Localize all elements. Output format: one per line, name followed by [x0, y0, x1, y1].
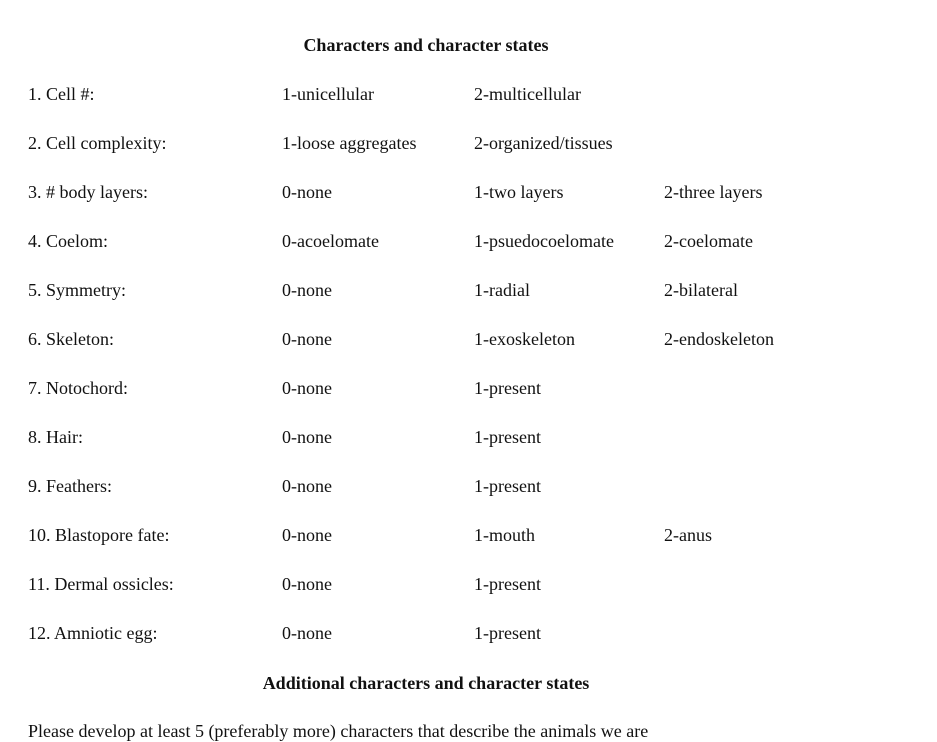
character-row: [0, 622, 937, 644]
additional-section-title: Additional characters and character states: [262, 673, 590, 693]
character-row: [0, 475, 937, 497]
character-row: [0, 377, 937, 399]
character-label: 11. Dermal ossicles:: [28, 574, 174, 594]
character-state: 1-two layers: [474, 182, 564, 202]
character-row: [0, 181, 937, 203]
character-row: [0, 328, 937, 350]
instruction-paragraph: Please develop at least 5 (preferably more) characters that describe the animals we are: [28, 721, 649, 741]
character-state: 2-three layers: [664, 182, 763, 202]
character-state: 2-organized/tissues: [474, 133, 613, 153]
character-label: 3. # body layers:: [28, 182, 148, 202]
character-state: 1-mouth: [474, 525, 535, 545]
character-state: 0-none: [282, 427, 332, 447]
character-label: 1. Cell #:: [28, 84, 95, 104]
character-label: 9. Feathers:: [28, 476, 112, 496]
character-label: 2. Cell complexity:: [28, 133, 167, 153]
character-state: 1-present: [474, 427, 541, 447]
character-state: 0-none: [282, 623, 332, 643]
character-label: 12. Amniotic egg:: [28, 623, 158, 643]
character-state: 0-none: [282, 378, 332, 398]
character-state: 0-none: [282, 525, 332, 545]
character-state: 1-present: [474, 378, 541, 398]
character-state: 0-none: [282, 280, 332, 300]
character-state: 2-anus: [664, 525, 712, 545]
character-label: 4. Coelom:: [28, 231, 108, 251]
character-state: 1-exoskeleton: [474, 329, 575, 349]
character-state: 2-endoskeleton: [664, 329, 774, 349]
character-row: [0, 230, 937, 252]
character-label: 8. Hair:: [28, 427, 83, 447]
character-label: 7. Notochord:: [28, 378, 128, 398]
character-row: [0, 83, 937, 105]
character-label: 10. Blastopore fate:: [28, 525, 170, 545]
character-state: 0-none: [282, 476, 332, 496]
character-state: 0-none: [282, 329, 332, 349]
character-row: [0, 573, 937, 595]
character-state: 1-psuedocoelomate: [474, 231, 614, 251]
character-row: [0, 132, 937, 154]
character-state: 0-none: [282, 574, 332, 594]
character-state: 1-present: [474, 476, 541, 496]
character-label: 5. Symmetry:: [28, 280, 126, 300]
character-state: 1-present: [474, 623, 541, 643]
character-state: 1-radial: [474, 280, 530, 300]
character-state: 0-none: [282, 182, 332, 202]
character-state: 1-loose aggregates: [282, 133, 417, 153]
character-state: 2-multicellular: [474, 84, 581, 104]
character-state: 2-coelomate: [664, 231, 753, 251]
character-state: 1-present: [474, 574, 541, 594]
character-row: [0, 426, 937, 448]
character-row: [0, 524, 937, 546]
character-state: 1-unicellular: [282, 84, 374, 104]
character-state: 0-acoelomate: [282, 231, 379, 251]
section-title: Characters and character states: [303, 35, 549, 55]
character-state: 2-bilateral: [664, 280, 738, 300]
character-label: 6. Skeleton:: [28, 329, 114, 349]
character-row: [0, 279, 937, 301]
